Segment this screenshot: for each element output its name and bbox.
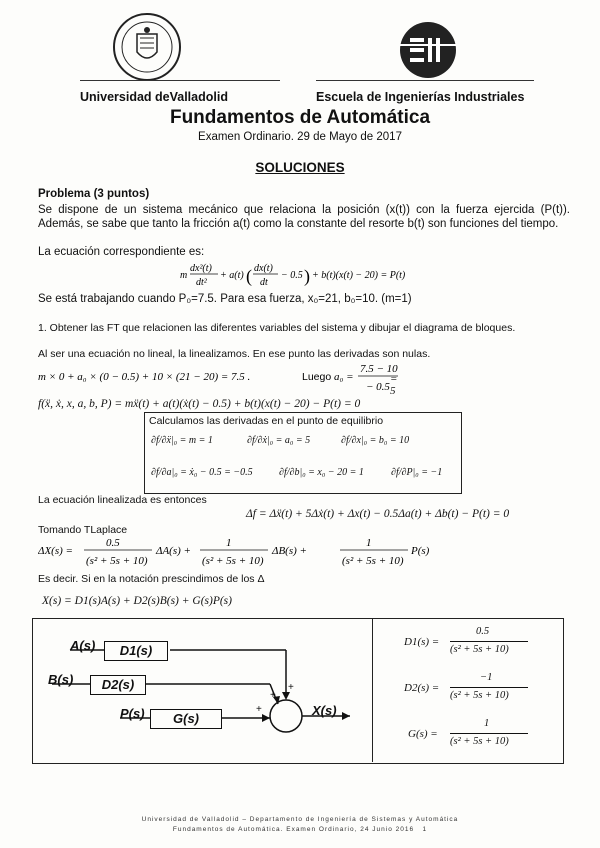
block-d1: D1(s) [104, 641, 168, 661]
svg-text:1: 1 [226, 537, 232, 549]
page-title: Fundamentos de Automática [169, 107, 431, 128]
footer-line-1: Universidad de Valladolid – Departamento de Ingeniería de Sistemas y Automática [141, 816, 459, 823]
svg-text:ΔB(s) +: ΔB(s) + [272, 545, 307, 557]
svg-text:m × 0 + a₀ × (0 − 0.5) + 10 ×: m × 0 + a₀ × (0 − 0.5) + 10 × (21 − 20) = 7.5 . [38, 371, 251, 383]
luego-label: Luego [302, 371, 332, 383]
svg-text:P(s): P(s) [411, 545, 430, 557]
derivatives-box-title: Calculamos las derivadas en el punto de equilibrio [149, 415, 384, 427]
page-number: 1 [422, 826, 428, 833]
university-seal [112, 12, 182, 82]
sign-1: + [288, 682, 294, 693]
svg-text:0.5: 0.5 [106, 537, 120, 549]
notation-text: Es decir. Si en la notación prescindimos de los Δ [38, 573, 265, 585]
solutions-heading: SOLUCIONES [255, 160, 345, 175]
svg-text:): ) [304, 266, 310, 286]
svg-text:dx²(t): dx²(t) [190, 263, 212, 274]
school-logo [398, 20, 458, 80]
tf-d1: D1(s) = 0.5 (s² + 5s + 10) [404, 626, 554, 660]
svg-text:− 0.5: − 0.5 [281, 270, 303, 281]
equation-intro: La ecuación correspondiente es: [38, 246, 205, 258]
laplace-intro: Tomando TLaplace [38, 524, 128, 536]
footer-line-2: Fundamentos de Automática. Examen Ordinario, 24 Junio 2016 1 [172, 826, 428, 833]
linearized-intro: La ecuación linealizada es entonces [38, 494, 207, 506]
problem-heading: Problema (3 puntos) [38, 188, 150, 200]
laplace-equation [38, 535, 438, 576]
f-function: f(ẍ, ẋ, x, a, b, P) = mẍ(t) + a(t)(ẋ(t) − 0.5) + b(t)(x(t) − 20) − P(t) = 0 [38, 398, 361, 410]
svg-text:(s² + 5s + 10): (s² + 5s + 10) [342, 555, 404, 567]
svg-text:(s² + 5s + 10): (s² + 5s + 10) [202, 555, 264, 567]
svg-text:a₀ =: a₀ = [334, 371, 354, 383]
sign-2: + [270, 690, 276, 701]
tf-d2: D2(s) = −1 (s² + 5s + 10) [404, 672, 554, 706]
block-d2: D2(s) [90, 675, 146, 695]
header-rule-right [316, 80, 534, 81]
sign-3: + [256, 704, 262, 715]
svg-text:− 0.5: − 0.5 [366, 381, 390, 393]
input-a: A(s) [70, 638, 96, 653]
university-name: Universidad deValladolid [80, 90, 228, 104]
svg-text:m: m [180, 270, 188, 281]
main-equation [180, 258, 440, 295]
input-b: B(s) [48, 672, 74, 687]
svg-text:+ a(t): + a(t) [220, 270, 244, 281]
svg-text:7.5 − 10: 7.5 − 10 [360, 363, 398, 375]
svg-text:dt: dt [260, 277, 268, 288]
linearize-text: Al ser una ecuación no lineal, la linealizamos. En ese punto las derivadas son nulas. [38, 348, 431, 360]
working-point: Se está trabajando cuando P₀=7.5. Para esa fuerza, x₀=21, b₀=10. (m=1) [38, 293, 412, 305]
input-p: P(s) [120, 706, 145, 721]
svg-text:(s² + 5s + 10): (s² + 5s + 10) [86, 555, 148, 567]
svg-text:dx(t): dx(t) [254, 263, 273, 274]
exam-subtitle: Examen Ordinario. 29 de Mayo de 2017 [198, 131, 402, 143]
svg-text:ΔX(s) =: ΔX(s) = [38, 545, 73, 557]
tf-g: G(s) = 1 (s² + 5s + 10) [404, 718, 554, 752]
svg-text:1: 1 [366, 537, 372, 549]
svg-text:dt²: dt² [196, 277, 207, 288]
school-name: Escuela de Ingenierías Industriales [316, 90, 525, 104]
svg-text:(: ( [246, 266, 252, 286]
block-g: G(s) [150, 709, 222, 729]
derivatives-box: Calculamos las derivadas en el punto de equilibrio ∂f/∂ẍ|₀ = m = 1 ∂f/∂ẋ|₀ = a₀ = 5 ∂f/∂x|₀ = b₀ = 10 ∂f/∂a|₀ = ẋ₀ − 0.5 = −0.5 ∂f/∂b|₀ = x₀ − 20 = 1 ∂f/∂P|₀ = −1 [144, 412, 462, 494]
question-1: 1. Obtener las FT que relacionen las diferentes variables del sistema y dibujar el diagrama de bloques. [38, 322, 516, 334]
final-equation: X(s) = D1(s)A(s) + D2(s)B(s) + G(s)P(s) [42, 595, 232, 607]
svg-text:ΔA(s) +: ΔA(s) + [156, 545, 191, 557]
equilibrium-equation: m × 0 + a₀ × (0 − 0.5) + 10 × (21 − 20) = 7.5 . Luego a₀ = 7.5 − 10 − 0.5 = 5 [38, 363, 398, 397]
output-x: X(s) [312, 703, 337, 718]
header-rule-left [80, 80, 280, 81]
linearized-equation: Δf = Δẍ(t) + 5Δẋ(t) + Δx(t) − 0.5Δa(t) + Δb(t) − P(t) = 0 [246, 508, 510, 520]
problem-statement: Se dispone de un sistema mecánico que relaciona la posición (x(t)) con la fuerza ejercida (P(t)). Además, se sabe que tanto la fricción a(t) como la constante del resorte b(t) son funciones del tiempo. [38, 204, 570, 230]
diagram-divider [372, 618, 373, 762]
svg-text:+ b(t)(x(t) − 20) = P(t): + b(t)(x(t) − 20) = P(t) [312, 270, 406, 281]
